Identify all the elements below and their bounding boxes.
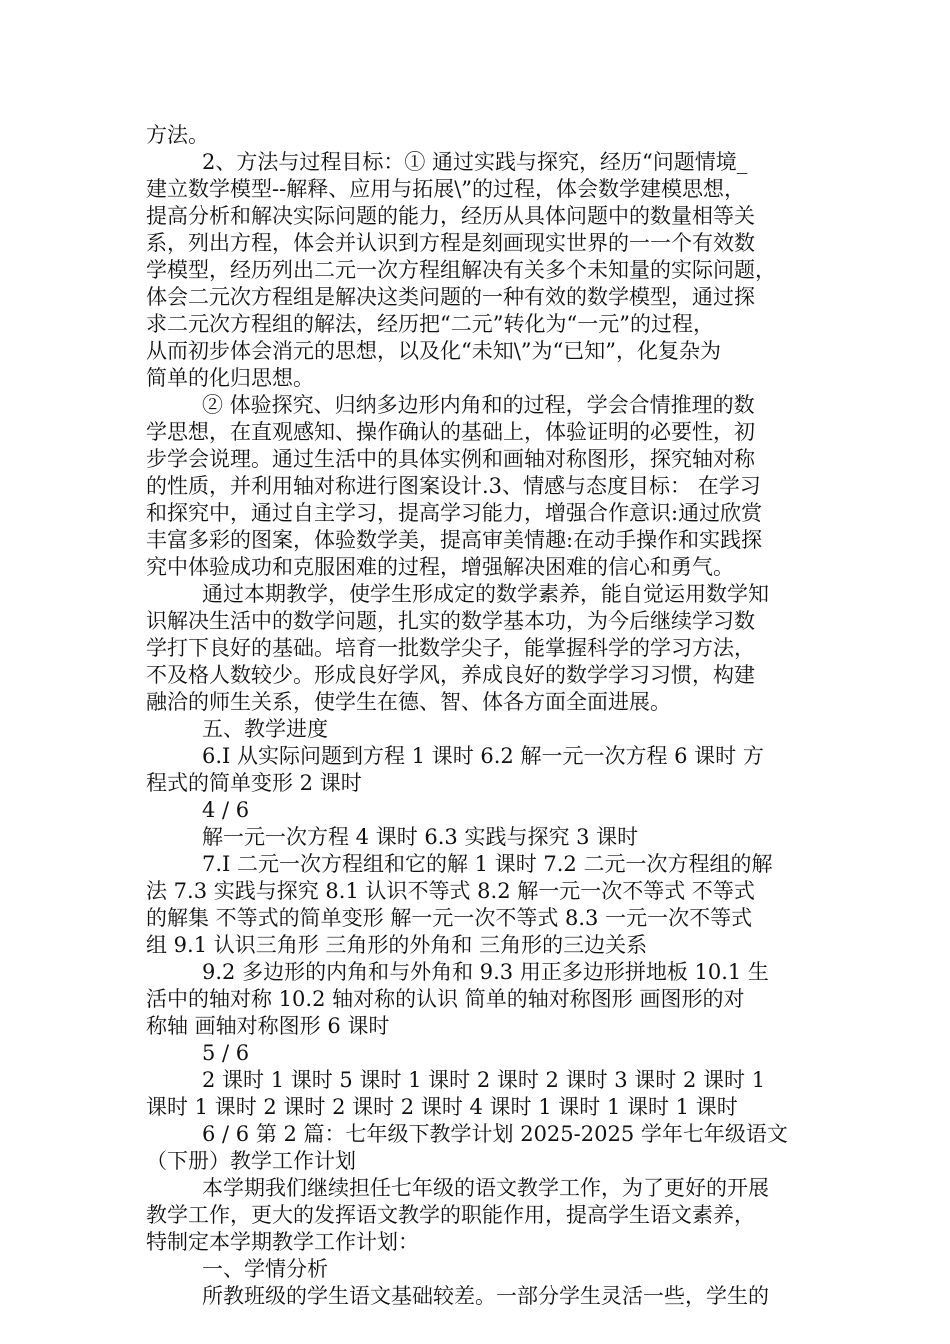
document-body: [146, 122, 818, 1310]
text-line: 简单的化归思想。: [146, 366, 314, 390]
text-line: 究中体验成功和克服困难的过程，增强解决困难的信心和勇气。: [146, 555, 734, 579]
text-line: 9.2 多边形的内角和与外角和 9.3 用正多边形拼地板 10.1 生: [202, 960, 769, 984]
text-line: 所教班级的学生语文基础较差。一部分学生灵活一些，学生的: [202, 1284, 769, 1308]
text-line: 解一元一次方程 4 课时 6.3 实践与探究 3 课时: [202, 825, 639, 849]
text-line: 丰富多彩的图案，体验数学美，提高审美情趣:在动手操作和实践探: [146, 528, 763, 552]
text-line: 组 9.1 认识三角形 三角形的外角和 三角形的三边关系: [146, 933, 648, 957]
text-line: 体会二元次方程组是解决这类问题的一种有效的数学模型，通过探: [146, 285, 755, 309]
text-line: 学模型，经历列出二元一次方程组解决有关多个未知量的实际问题，: [146, 258, 776, 282]
text-line: 从而初步体会消元的思想，以及化“未知\”为“已知”，化复杂为: [146, 339, 722, 363]
text-line: 活中的轴对称 10.2 轴对称的认识 简单的轴对称图形 画图形的对: [146, 987, 745, 1011]
text-line: 课时 1 课时 2 课时 2 课时 2 课时 4 课时 1 课时 1 课时 1 课时: [146, 1095, 738, 1119]
text-line: 程式的简单变形 2 课时: [146, 771, 362, 795]
text-line: 步学会说理。通过生活中的具体实例和画轴对称图形，探究轴对称: [146, 447, 755, 471]
text-line: 的性质，并利用轴对称进行图案设计.3、情感与态度目标： 在学习: [146, 474, 761, 498]
text-line: 教学工作，更大的发挥语文教学的职能作用，提高学生语文素养，: [146, 1203, 755, 1227]
text-line: 5 / 6: [202, 1041, 250, 1065]
text-line: 通过本期教学，使学生形成定的数学素养，能自觉运用数学知: [202, 582, 769, 606]
text-line: 识解决生活中的数学问题，扎实的数学基本功，为今后继续学习数: [146, 609, 755, 633]
text-line: 五、教学进度: [202, 717, 328, 741]
text-line: 提高分析和解决实际问题的能力，经历从具体问题中的数量相等关: [146, 204, 755, 228]
text-line: 2 课时 1 课时 5 课时 1 课时 2 课时 2 课时 3 课时 2 课时 1: [202, 1068, 766, 1092]
text-line: 的解集 不等式的简单变形 解一元一次不等式 8.3 一元一次不等式: [146, 906, 753, 930]
text-line: 不及格人数较少。形成良好学风，养成良好的数学学习习惯，构建: [146, 663, 755, 687]
text-line: 一、学情分析: [202, 1257, 328, 1281]
text-line: 方法。: [146, 123, 209, 147]
text-line: （下册）教学工作计划: [146, 1149, 356, 1173]
text-line: 求二元次方程组的解法，经历把“二元”转化为“一元”的过程，: [146, 312, 714, 336]
text-line: 和探究中，通过自主学习，提高学习能力，增强合作意识:通过欣赏: [146, 501, 763, 525]
text-line: 2、方法与过程目标：① 通过实践与探究，经历“问题情境_: [202, 150, 748, 174]
text-line: 本学期我们继续担任七年级的语文教学工作，为了更好的开展: [202, 1176, 769, 1200]
text-line: 6 / 6 第 2 篇：七年级下教学计划 2025-2025 学年七年级语文: [202, 1122, 788, 1146]
text-line: 特制定本学期教学工作计划：: [146, 1230, 419, 1254]
text-line: 融洽的师生关系，使学生在德、智、体各方面全面进展。: [146, 690, 671, 714]
text-line: 系，列出方程，体会并认识到方程是刻画现实世界的一一个有效数: [146, 231, 755, 255]
text-line: 建立数学模型--解释、应用与拓展\”的过程，体会数学建模思想，: [146, 177, 745, 201]
text-line: 学打下良好的基础。培育一批数学尖子，能掌握科学的学习方法，: [146, 636, 755, 660]
text-line: 法 7.3 实践与探究 8.1 认识不等式 8.2 解一元一次不等式 不等式: [146, 879, 755, 903]
text-line: 称轴 画轴对称图形 6 课时: [146, 1014, 390, 1038]
text-line: 4 / 6: [202, 798, 250, 822]
text-line: 7.I 二元一次方程组和它的解 1 课时 7.2 二元一次方程组的解: [202, 852, 773, 876]
text-line: ② 体验探究、归纳多边形内角和的过程，学会合情推理的数: [202, 393, 755, 417]
text-line: 6.I 从实际问题到方程 1 课时 6.2 解一元一次方程 6 课时 方: [202, 744, 764, 768]
text-line: 学思想，在直观感知、操作确认的基础上，体验证明的必要性，初: [146, 420, 755, 444]
